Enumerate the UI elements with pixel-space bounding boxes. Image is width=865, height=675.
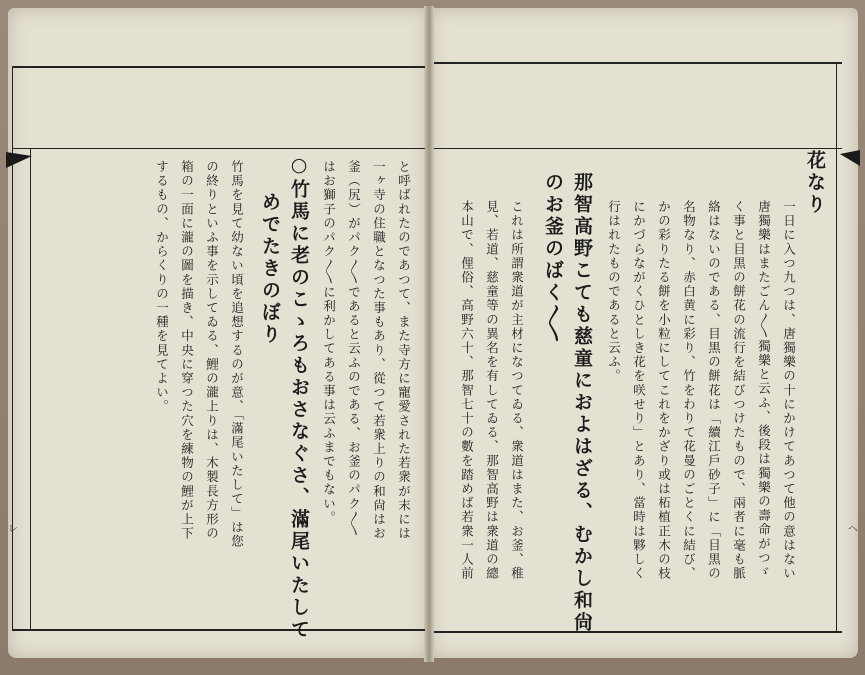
right-column-9: これは所謂衆道が主材になつてゐる、衆道はまた、お釜、稚 [509, 200, 525, 581]
left-column-1: と呼ばれたのであつて、また寺方に寵愛された若衆が末には [396, 160, 412, 541]
right-bottom-rule [434, 631, 842, 633]
left-heading-2: めでたきのぼり [259, 192, 281, 346]
left-side-rule [30, 148, 31, 630]
right-column-8: 行はれたものであると云ふ。 [606, 200, 622, 384]
left-header-rule [12, 148, 425, 149]
book-gutter [424, 6, 434, 662]
left-corner-marker [6, 152, 32, 170]
left-margin-mark: レ [8, 524, 18, 535]
right-header-rule [434, 148, 842, 149]
right-top-rule [434, 62, 842, 64]
right-column-11: 本山で、俚俗、高野六十、那智七十の數を踏めば若衆一人前 [459, 200, 475, 581]
left-column-4: はお獅子のパク〳〵に利かしてある事は云ふまでもない。 [321, 160, 337, 525]
right-column-3: く事と目黒の餅花の流行を結びつけたもので、兩者に毫も脈 [731, 200, 747, 581]
left-column-6: の終りといふ事を示してゐる、鯉の瀧上りは、木製長方形の [204, 160, 220, 541]
right-column-1: 一日に入つ九つは、唐獨樂の十にかけてあつて他の意はない [781, 200, 797, 581]
left-heading-1: ○竹馬に老のこゝろもおさなぐさ、滿尾いたして [288, 154, 310, 641]
left-top-rule [12, 66, 425, 68]
right-column-6: かの彩りたる餅を小粒にしてこれをかざり或は柘植正木の枝 [656, 200, 672, 581]
right-column-5: 名物なり、赤白黄に彩り、竹をわりて花曼のごとくに結び、 [681, 200, 697, 581]
right-heading-0: 花なり [804, 150, 826, 216]
left-column-8: するもの、からくりの一種を見てよい。 [154, 160, 170, 414]
left-column-2: 一ヶ寺の住職となつた事もあり、從つて若衆上りの和尙はお [371, 160, 387, 541]
right-column-7: にかづらながくひとしき花を咲せり」とあり、當時は夥しく [631, 200, 647, 581]
left-column-5: 竹馬を見て幼ない頃を追想するのが意、「滿尾いたして」は您 [229, 160, 245, 549]
right-column-2: 唐獨樂はまたごん〳〵獨樂と云ふ、後段は獨樂の壽命がつゞ [756, 200, 772, 580]
right-column-10: 見、若道、慈童等の異名を有してゐる、那智高野は衆道の總 [484, 200, 500, 581]
left-bottom-rule [12, 629, 425, 631]
right-column-4: 絡はないのである、目黒の餅花は「續江戶砂子」に「目黒の [706, 200, 722, 581]
left-edge-rule [12, 66, 13, 630]
left-column-3: 釜（尻）がパク〳〵であると云ふのである、お釜のパク〳〵 [346, 160, 362, 538]
left-column-7: 箱の一面に瀧の圖を描き、中央に穿つた穴を練物の鯉が上下 [179, 160, 195, 541]
right-heading-1: 那智高野こても慈童におよはざる、むかし和尙 [571, 172, 593, 634]
right-heading-2: のお釜のばく〳〵 [542, 172, 564, 345]
right-corner-marker [840, 150, 860, 168]
right-side-rule [836, 62, 837, 632]
right-margin-mark: ヘ [848, 524, 858, 535]
